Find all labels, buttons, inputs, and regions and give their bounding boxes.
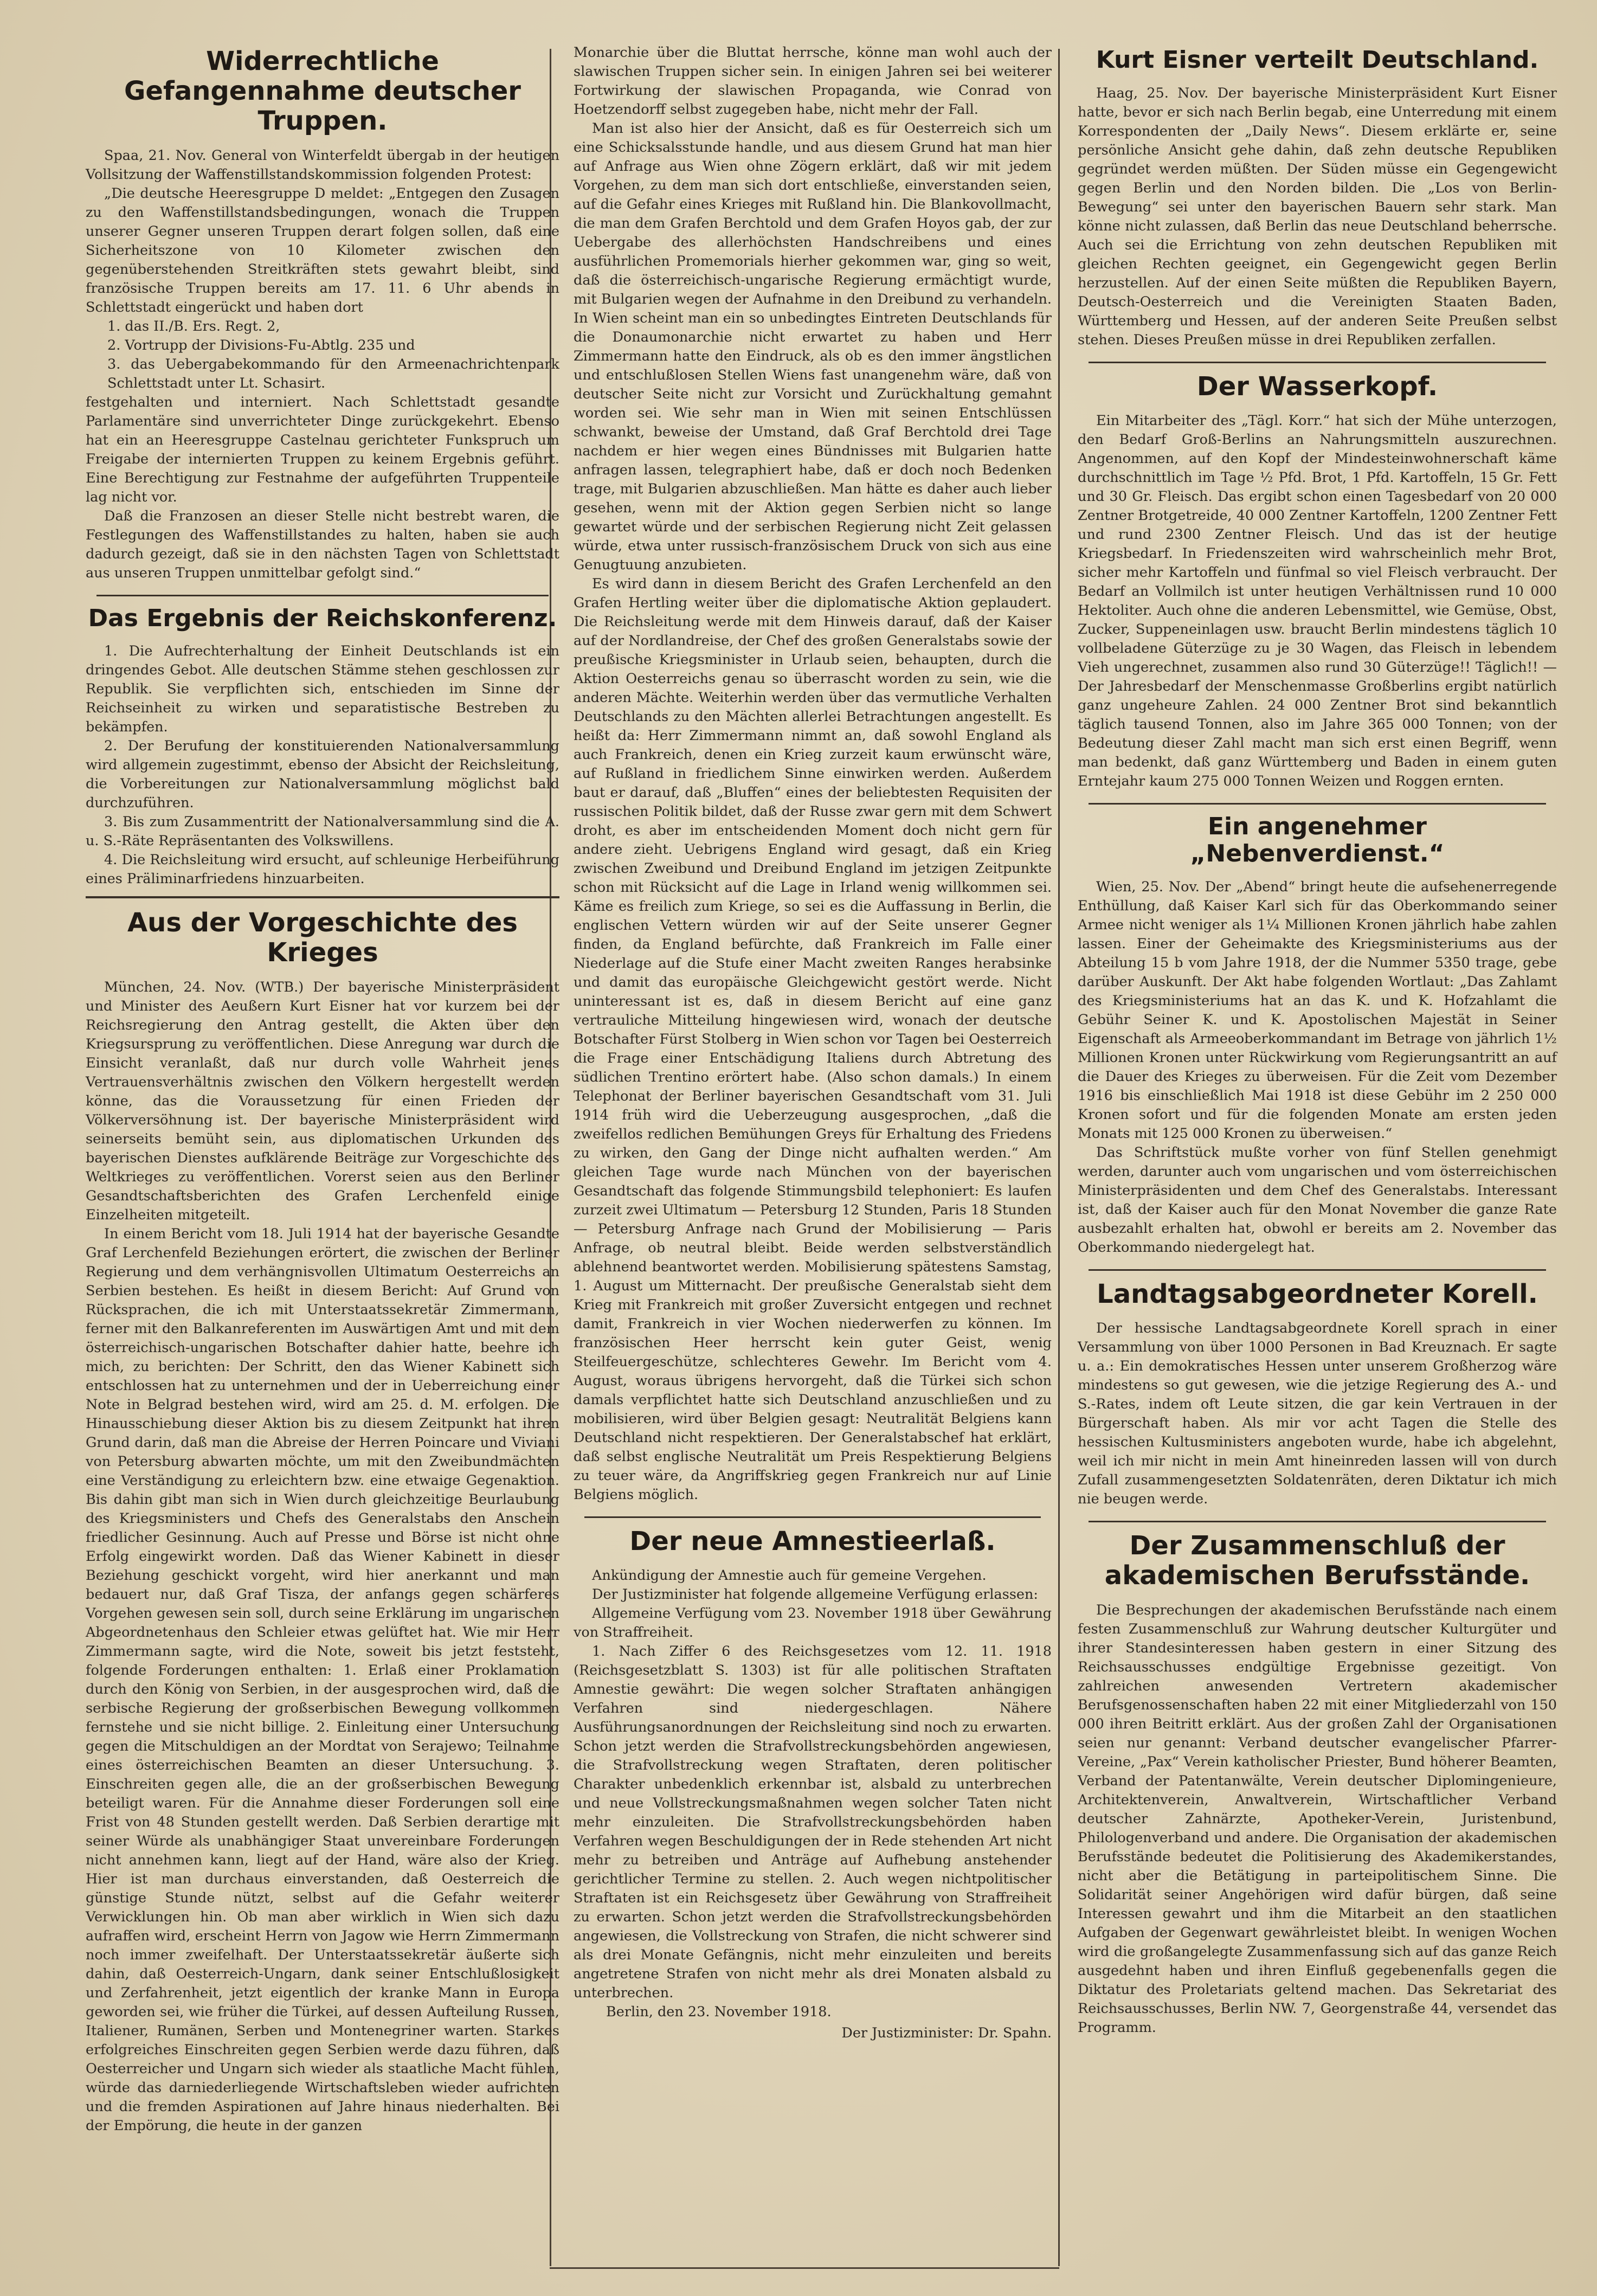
article-paragraph: 4. Die Reichsleitung wird ersucht, auf schleunige Herbeiführung eines Präliminarfriedens hinzuarbeiten. (86, 852, 559, 887)
column-right (1073, 43, 1561, 2272)
article-vorgeschichte (86, 896, 559, 2135)
article-paragraph: 3. Bis zum Zusammentritt der Nationalversammlung sind die A. u. S.-Räte Repräsentanten des Volkswillens. (86, 814, 559, 850)
article-wasserkopf (1078, 372, 1557, 791)
article-paragraph: „Die deutsche Heeresgruppe D meldet: „Entgegen den Zusagen zu den Waffenstillstandsbedingungen, wonach die Truppen unserer Gegner unseren Truppen derart folgen sollen, daß eine Sicherheitszone von 10 Kilometer zwischen den gegenüberstehenden Streitkräften stets gewahrt bleibt, sind französische Truppen bereits am 17. 11. 6 Uhr abends in Schlettstadt eingerückt und haben dort (86, 185, 559, 316)
headline-eisner: Kurt Eisner verteilt Deutschland. (1096, 46, 1539, 74)
article-eisner (1078, 47, 1557, 350)
headline-berufsstaende: Der Zusammenschluß der akademischen Berufsstände. (1104, 1530, 1530, 1591)
article-signature: Der Justizminister: Dr. Spahn. (841, 2025, 1052, 2042)
article-reichskonferenz (86, 605, 559, 889)
article-list-item: 1. das II./B. Ers. Regt. 2, (107, 318, 280, 335)
article-amnestie (574, 1527, 1052, 2043)
column-middle (569, 43, 1056, 2272)
article-berufsstaende (1078, 1531, 1557, 2037)
headline-korell: Landtagsabgeordneter Korell. (1097, 1278, 1538, 1309)
article-paragraph: Das Schriftstück mußte vorher von fünf Stellen genehmigt werden, darunter auch vom ungarischen und vom österreichischen Ministerpräsidenten und dem Chef des Generalstabs. Interessant ist, daß der Kaiser auch für den Monat November die ganze Rate ausbezahlt erhalten hat, obwohl er bereits am 2. November das Oberkommando niedergelegt hat. (1078, 1144, 1557, 1256)
article-korell (1078, 1279, 1557, 1509)
article-separator (1089, 1521, 1546, 1522)
article-paragraph: Wien, 25. Nov. Der „Abend“ bringt heute die aufsehenerregende Enthüllung, daß Kaiser Karl sich für das Oberkommando seiner Armee nicht weniger als 1¼ Millionen Kronen jährlich habe zahlen lassen. Einer der Geheimakte des Kriegsministeriums aus der Abteilung 15 b vom Jahre 1918, der die Nummer 5350 trage, gebe darüber Auskunft. Der Akt habe folgenden Wortlaut: „Das Zahlamt des Kriegsministeriums hat an das K. und K. Hofzahlamt die Gebühr Seiner K. und K. Apostolischen Majestät in Seiner Eigenschaft als Armeeoberkommandant im Betrage von jährlich 1½ Millionen Kronen unter Rückwirkung vom Regierungsantritt an auf die Dauer des Krieges zu überweisen. Für die Zeit vom Dezember 1916 bis einschließlich Mai 1918 ist diese Gebühr im 2 250 000 Kronen sofort und für die folgenden Monate am ersten jeden Monats mit 125 000 Kronen zu überweisen.“ (1078, 878, 1557, 1142)
article-separator (584, 1516, 1041, 1518)
headline-reichskonferenz: Das Ergebnis der Reichskonferenz. (88, 604, 557, 632)
article-list-item: 3. das Uebergabekommando für den Armeenachrichtenpark Schlettstadt unter Lt. Schasirt. (107, 356, 559, 391)
article-paragraph: 1. Die Aufrechterhaltung der Einheit Deutschlands ist ein dringendes Gebot. Alle deutschen Stämme stehen geschlossen zur Republik. Sie verpflichten sich, entschieden im Sinne der Reichseinheit zu wirken und separatistische Bestreben zu bekämpfen. (86, 643, 559, 736)
column-rule (1058, 49, 1060, 2266)
article-separator (1089, 803, 1546, 805)
article-paragraph: Haag, 25. Nov. Der bayerische Ministerpräsident Kurt Eisner hatte, bevor er sich nach Berlin begab, eine Unterredung mit einem Korrespondenten der „Daily News“. Diesem erklärte er, seine persönliche Ansicht gehe dahin, daß zehn deutsche Republiken gegründet werden müßten. Der Süden müsse ein Gegengewicht gegen Berlin und den Norden bilden. Die „Los von Berlin-Bewegung“ sei unter den bayerischen Bauern sehr stark. Man könne nicht zulassen, daß Berlin das neue Deutschland beherrsche. Auch sei die Errichtung von zehn deutschen Republiken mit gleichen Rechten geeignet, ein Gegengewicht gegen Berlin herzustellen. Auf der einen Seite müßten die Republiken Bayern, Deutsch-Oesterreich und die Vereinigten Staaten Baden, Württemberg und Hessen, auf der anderen Seite Preußen selbst stehen. Dieses Preußen müsse in drei Republiken zerfallen. (1078, 85, 1557, 348)
article-paragraph: festgehalten und interniert. Nach Schlettstadt gesandte Parlamentäre sind unverrichteter Dinge zurückgekehrt. Ebenso hat ein an Heeresgruppe Castelnau gerichteter Funkspruch um Freigabe der internierten Truppen zu keinem Ergebnis geführt. Eine Berechtigung zur Festnahme der aufgeführten Truppenteile lag nicht vor. (86, 394, 559, 505)
headline-vorgeschichte: Aus der Vorgeschichte des Krieges (86, 896, 559, 968)
article-gefangennahme (86, 47, 559, 583)
article-paragraph: Daß die Franzosen an dieser Stelle nicht bestrebt waren, die Festlegungen des Waffenstillstandes zu halten, haben sie auch dadurch gezeigt, daß sie in den nächsten Tagen von Schlettstadt aus unseren Truppen unmittelbar gefolgt sind.“ (86, 507, 559, 581)
headline-wasserkopf: Der Wasserkopf. (1196, 371, 1438, 402)
article-paragraph: Allgemeine Verfügung vom 23. November 1918 über Gewährung von Straffreiheit. (574, 1605, 1052, 1641)
article-nebenverdienst (1078, 813, 1557, 1257)
article-separator (1089, 1269, 1546, 1271)
article-separator (1089, 362, 1546, 363)
article-subheading: Ankündigung der Amnestie auch für gemeine Vergehen. (592, 1567, 987, 1584)
article-paragraph: Die Besprechungen der akademischen Berufsstände nach einem festen Zusammenschluß zur Wahrung deutscher Kulturgüter und ihrer Standesinteressen haben gestern in einer Sitzung des Reichsausschusses endgültige Ergebnisse gezeitigt. Von zahlreichen anwesenden Vertretern akademischer Berufsgenossenschaften haben 22 mit einer Mitgliederzahl von 150 000 ihren Beitritt erklärt. Aus der großen Zahl der Organisationen seien nur genannt: Verband deutscher evangelischer Pfarrer-Vereine, „Pax“ Verein katholischer Priester, Bund höherer Beamten, Verband der Patentanwälte, Verein deutscher Diplomingenieure, Architektenverein, Anwaltverein, Wirtschaftlicher Verband deutscher Zahnärzte, Apotheker-Verein, Juristenbund, Philologenverband und andere. Die Organisation der akademischen Berufsstände bedeutet die Politisierung des Akademikerstandes, nicht aber die Betätigung in parteipolitischem Sinne. Die Solidarität seiner Angehörigen wird dafür bürgen, daß seine Interessen gewahrt und ihm die Mitarbeit an den staatlichen Aufgaben der Gegenwart gewährleistet bleibt. In wenigen Wochen wird die großangelegte Zusammenfassung sich auf das ganze Reich ausgedehnt haben und ihren Einfluß gegebenenfalls gegen die Diktatur des Proletariats geltend machen. Das Sekretariat des Reichsausschusses, Berlin NW. 7, Georgenstraße 44, versendet das Programm. (1078, 1602, 1557, 2036)
article-list-item: 2. Vortrupp der Divisions-Fu-Abtlg. 235 und (107, 337, 415, 353)
article-paragraph: Man ist also hier der Ansicht, daß es für Oesterreich sich um eine Schicksalsstunde handle, und aus diesem Grund hat man hier auf Anfrage aus Wien ohne Zögern erklärt, daß wir mit jedem Vorgehen, zu dem man sich dort entschließe, einverstanden seien, auf die Gefahr eines Krieges mit Rußland hin. Die Blankovollmacht, die man dem Grafen Berchtold und dem Grafen Hoyos gab, der zur Uebergabe des allerhöchsten Handschreibens und eines ausführlichen Promemorials hierher gekommen war, ging so weit, daß die österreichisch-ungarische Regierung ermächtigt wurde, mit Bulgarien wegen der Aufnahme in den Dreibund zu verhandeln. In Wien scheint man ein so unbedingtes Eintreten Deutschlands für die Donaumonarchie nicht erwartet zu haben und Herr Zimmermann hatte den Eindruck, als ob es den immer ängstlichen und entschlußlosen Stellen Wiens fast unangenehm wäre, daß von deutscher Seite nicht zur Vorsicht und Zurückhaltung gemahnt worden sei. Wie sehr man in Wien mit seinen Entschlüssen schwankt, beweise der Umstand, daß Graf Berchtold drei Tage nachdem er hier wegen eines Bündnisses mit Bulgarien hatte anfragen lassen, telegraphiert habe, daß er doch noch Bedenken trage, mit Bulgarien abzuschließen. Man hätte es daher auch lieber gesehen, wenn mit der Aktion gegen Serbien nicht so lange gewartet würde und der serbischen Regierung nicht Zeit gelassen würde, etwa unter russisch-französischem Druck von sich aus eine Genugtuung anzubieten. (574, 120, 1052, 573)
headline-nebenverdienst: Ein angenehmer „Nebenverdienst.“ (1190, 812, 1445, 868)
article-vorgeschichte-continued (574, 43, 1052, 1504)
article-paragraph: Spaa, 21. Nov. General von Winterfeldt übergab in der heutigen Vollsitzung der Waffenstillstandskommission folgenden Protest: (86, 147, 559, 183)
article-paragraph: München, 24. Nov. (WTB.) Der bayerische Ministerpräsident und Minister des Aeußern Kurt Eisner hat vor kurzem bei der Reichsregierung den Antrag gestellt, die Akten über den Kriegsursprung zu veröffentlichen. Diese Anregung war durch die Einsicht veranlaßt, daß nur durch volle Wahrheit jenes Vertrauensverhältnis zwischen den Völkern hergestellt werden könne, das die Voraussetzung für einen Frieden der Völkerversöhnung ist. Der bayerische Ministerpräsident wird seinerseits bemüht sein, aus diplomatischen Urkunden des bayerischen Dienstes aufklärende Beiträge zur Vorgeschichte des Weltkrieges zu veröffentlichen. Vorerst seien aus den Berliner Gesandtschaftsberichten des Grafen Lerchenfeld einige Einzelheiten mitgeteilt. (86, 979, 559, 1223)
column-left (81, 43, 564, 2272)
article-paragraph: 1. Nach Ziffer 6 des Reichsgesetzes vom 12. 11. 1918 (Reichsgesetzblatt S. 1303) ist für alle politischen Straftaten Amnestie gewährt: Die wegen solcher Straftaten anhängigen Verfahren sind niedergeschlagen. Nähere Ausführungsanordnungen der Reichsleitung sind noch zu erwarten. Schon jetzt werden die Strafvollstreckungsbehörden angewiesen, die Strafvollstreckung wegen Straftaten, deren politischer Charakter unbedenklich erkennbar ist, alsbald zu unterbrechen und neue Vollstreckungsmaßnahmen wegen solcher Taten nicht mehr einzuleiten. Die Strafvollstreckungsbehörden haben Verfahren wegen Beschuldigungen der in Rede stehenden Art nicht mehr zu betreiben und Anträge auf Aufhebung anstehender gerichtlicher Termine zu stellen. 2. Auch wegen nichtpolitischer Straftaten ist ein Reichsgesetz über Gewährung von Straffreiheit zu erwarten. Schon jetzt werden die Strafvollstreckungsbehörden angewiesen, die Vollstreckung von Strafen, die nicht schwerer sind als drei Monate Gefängnis, nicht mehr einzuleiten und bereits angetretene Strafen von nicht mehr als drei Monaten alsbald zu unterbrechen. (574, 1643, 1052, 2002)
article-paragraph: In einem Bericht vom 18. Juli 1914 hat der bayerische Gesandte Graf Lerchenfeld Beziehungen erörtert, die zwischen der Berliner Regierung und dem verhängnisvollen Ultimatum Oesterreichs an Serbien bestehen. Es heißt in diesem Bericht: Auf Grund von Rücksprachen, die ich mit Unterstaatssekretär Zimmermann, ferner mit den Balkanreferenten im Auswärtigen Amt und mit dem österreichisch-ungarischen Botschafter dahier hatte, beehre ich mich, zu berichten: Der Schritt, den das Wiener Kabinett sich entschlossen hat zu unternehmen und der in Ueberreichung einer Note in Belgrad bestehen wird, wird am 25. d. M. erfolgen. Die Hinausschiebung dieser Aktion bis zu diesem Zeitpunkt hat ihren Grund darin, daß man die Abreise der Herren Poincare und Viviani von Petersburg abwarten möchte, um mit den Zweibundmächten eine Verständigung zu erleichtern bzw. eine etwaige Gegenaktion. Bis dahin gibt man sich in Wien durch gleichzeitige Beurlaubung des Kriegsministers und Chefs des Generalstabs den Anschein friedlicher Gesinnung. Auch auf Presse und Börse ist nicht ohne Erfolg eingewirkt worden. Daß das Wiener Kabinett in dieser Beziehung geschickt vorgeht, wird hier anerkannt und man bedauert nur, daß Graf Tisza, der anfangs gegen schärferes Vorgehen gewesen sein soll, durch seine Erklärung im ungarischen Abgeordnetenhaus den Schleier etwas gelüftet hat. Wie mir Herr Zimmermann sagte, wird die Note, soweit bis jetzt feststeht, folgende Forderungen enthalten: 1. Erlaß einer Proklamation durch den König von Serbien, in der ausgesprochen wird, daß die serbische Regierung der großserbischen Bewegung vollkommen fernstehe und sie nicht billige. 2. Einleitung einer Untersuchung gegen die Mitschuldigen an der Mordtat von Serajewo; Teilnahme eines österreichischen Beamten an dieser Untersuchung. 3. Einschreiten gegen alle, die an der großserbischen Bewegung beteiligt waren. Für die Annahme dieser Forderungen soll eine Frist von 48 Stunden gestellt werden. Daß Serbien derartige mit seiner Würde als unabhängiger Staat unvereinbare Forderungen nicht annehmen kann, liegt auf der Hand, wäre also der Krieg. Hier ist man durchaus einverstanden, daß Oesterreich die günstige Stunde nützt, selbst auf die Gefahr weiterer Verwicklungen hin. Ob man aber wirklich in Wien sich dazu aufraffen wird, erscheint Herrn von Jagow wie Herrn Zimmermann noch immer zweifelhaft. Der Unterstaatssekretär äußerte sich dahin, daß Oesterreich-Ungarn, dank seiner Entschlußlosigkeit und Zerfahrenheit, jetzt eigentlich der kranke Mann in Europa geworden sei, wie früher die Türkei, auf dessen Aufteilung Russen, Italiener, Rumänen, Serben und Montenegriner warten. Starkes erfolgreiches Einschreiten gegen Serbien werde dazu führen, daß Oesterreicher und Ungarn sich wieder als staatliche Macht fühlen, würde das darniederliegende Wirtschaftsleben wieder aufrichten und die fremden Aspirationen auf Jahre hinaus niederhalten. Bei der Empörung, die heute in der ganzen (86, 1225, 559, 2134)
headline-amnestie: Der neue Amnestieerlaß. (629, 1526, 996, 1557)
article-paragraph: Der hessische Landtagsabgeordnete Korell sprach in einer Versammlung von über 1000 Personen in Bad Kreuznach. Er sagte u. a.: Ein demokratisches Hessen unter unserem Großherzog wäre mindestens so gut gewesen, wie die jetzige Regierung des A.- und S.-Rates, indem oft Leute sitzen, die gar kein Vertrauen in der Bürgerschaft haben. Als mir vor acht Tagen die Stelle des hessischen Kultusministers angeboten wurde, habe ich abgelehnt, weil ich mir nicht in mein Amt hineinreden lassen will von durch Zufall zusammengesetzten Soldatenräten, deren Diktatur ich mich nie beugen werde. (1078, 1320, 1557, 1508)
article-paragraph: 2. Der Berufung der konstituierenden Nationalversammlung wird allgemein zugestimmt, ebenso der Absicht der Reichsleitung, die Vorbereitungen zur Nationalversammlung möglichst bald durchzuführen. (86, 738, 559, 812)
article-paragraph: Ein Mitarbeiter des „Tägl. Korr.“ hat sich der Mühe unterzogen, den Bedarf Groß-Berlins an Nahrungsmitteln auszurechnen. Angenommen, auf den Kopf der Mindesteinwohnerschaft käme durchschnittlich im Tage ½ Pfd. Brot, 1 Pfd. Kartoffeln, 15 Gr. Fett und 30 Gr. Fleisch. Das ergibt schon einen Tagesbedarf von 20 000 Zentner Brotgetreide, 40 000 Zentner Kartoffeln, 1200 Zentner Fett und rund 2300 Zentner Fleisch. Und das ist der heutige Kriegsbedarf. In Friedenszeiten wird wahrscheinlich mehr Brot, sicher mehr Kartoffeln und fünfmal so viel Fleisch verbraucht. Der Bedarf an Vollmilch ist unter heutigen Verhältnissen rund 10 000 Hektoliter. Auch ohne die anderen Lebensmittel, wie Gemüse, Obst, Zucker, Suppeneinlagen usw. braucht Berlin mindestens täglich 10 vollbeladene Güterzüge zu je 30 Wagen, das Fleisch in lebendem Vieh ungerechnet, zusammen also rund 30 Güterzüge!! Täglich!! — Der Jahresbedarf der Menschenmasse Großberlins ergibt natürlich ganz ungeheure Zahlen. 24 000 Zentner Brot sind bekanntlich täglich tausend Tonnen, also im Jahre 365 000 Tonnen; von der Bedeutung dieser Zahl macht man sich erst einen Begriff, wenn man bedenkt, daß ganz Württemberg und Baden in einem guten Erntejahr kaum 275 000 Tonnen Weizen und Roggen ernten. (1078, 412, 1557, 789)
article-paragraph: Monarchie über die Bluttat herrsche, könne man wohl auch der slawischen Truppen sicher sein. In einigen Jahren sei bei weiterer Fortwirkung der slawischen Propaganda, wie Conrad von Hoetzendorff selbst zugegeben habe, nicht mehr der Fall. (574, 44, 1052, 118)
article-dateline: Berlin, den 23. November 1918. (606, 2004, 832, 2021)
article-paragraph: Der Justizminister hat folgende allgemeine Verfügung erlassen: (592, 1586, 1039, 1603)
article-separator (96, 595, 549, 596)
article-paragraph: Es wird dann in diesem Bericht des Grafen Lerchenfeld an den Grafen Hertling weiter über die diplomatische Aktion geplaudert. Die Reichsleitung werde mit dem Hinweis darauf, daß der Kaiser auf der Nordlandreise, der Chef des großen Generalstabs sowie der preußische Kriegsminister in Urlaub seien, behaupten, durch die Aktion Oesterreichs genau so überrascht worden zu sein, wie die anderen Mächte. Weiterhin werden über das vermutliche Verhalten Deutschlands zu den Mächten allerlei Betrachtungen angestellt. Es heißt da: Herr Zimmermann nimmt an, daß sowohl England als auch Frankreich, denen ein Krieg zurzeit kaum erwünscht wäre, auf Rußland in friedlichem Sinne einwirken werden. Außerdem baut er darauf, daß „Bluffen“ eines der beliebtesten Requisiten der russischen Politik bildet, daß der Russe zwar gern mit dem Schwert droht, es aber im entscheidenden Moment doch nicht gern für andere zieht. Uebrigens England wird gesagt, daß ein Krieg zwischen Zweibund und Dreibund England im jetzigen Zeitpunkte schon mit Rücksicht auf die Lage in Irland wenig willkommen sei. Käme es freilich zum Kriege, so sei es die Auffassung in Berlin, die englischen Vettern würden wir auf der Seite unserer Gegner finden, da England befürchte, daß Frankreich im Falle einer Niederlage auf die Stufe einer Macht zweiten Ranges herabsinke und damit das europäische Gleichgewicht gestört werde. Nicht uninteressant ist es, daß in diesem Bericht auf eine ganz vertrauliche Mitteilung hingewiesen wird, wonach der deutsche Botschafter Fürst Stolberg in Wien schon vor Tagen bei Oesterreich die Frage einer Entschädigung Italiens durch Abtretung des südlichen Trentino erörtert habe. (Also schon damals.) In einem Telephonat der Berliner bayerischen Gesandtschaft vom 31. Juli 1914 früh wird die Ueberzeugung ausgesprochen, „daß die zweifellos redlichen Bemühungen Greys für Erhaltung des Friedens zu wirken, den Gang der Dinge nicht aufhalten werden.“ Am gleichen Tage wurde nach München von der bayerischen Gesandtschaft das folgende Stimmungsbild telephoniert: Es laufen zurzeit zwei Ultimatum — Petersburg 12 Stunden, Paris 18 Stunden — Petersburg Anfrage nach Grund der Mobilisierung — Paris Anfrage, ob neutral bleibt. Beide werden selbstverständlich ablehnend beantwortet werden. Mobilisierung spätestens Samstag, 1. August um Mitternacht. Der preußische Generalstab sieht dem Krieg mit Frankreich mit großer Zuversicht entgegen und rechnet damit, Frankreich in vier Wochen niederwerfen zu können. Im französischen Heer herrscht kein guter Geist, wenig Steilfeuergeschütze, schlechteres Gewehr. Im Bericht vom 4. August, woraus übrigens hervorgeht, daß die Türkei sich schon damals verpflichtet hatte sich Deutschland anzuschließen und zu mobilisieren, wird über Belgien gesagt: Neutralität Belgiens kann Deutschland nicht respektieren. Der Generalstabschef hat erklärt, daß selbst englische Neutralität um Preis Respektierung Belgiens zu teuer wäre, da Angriffskrieg gegen Frankreich nur auf Linie Belgiens möglich. (574, 576, 1052, 1503)
headline-gefangennahme: Widerrechtliche Gefangennahme deutscher Truppen. (124, 46, 521, 137)
